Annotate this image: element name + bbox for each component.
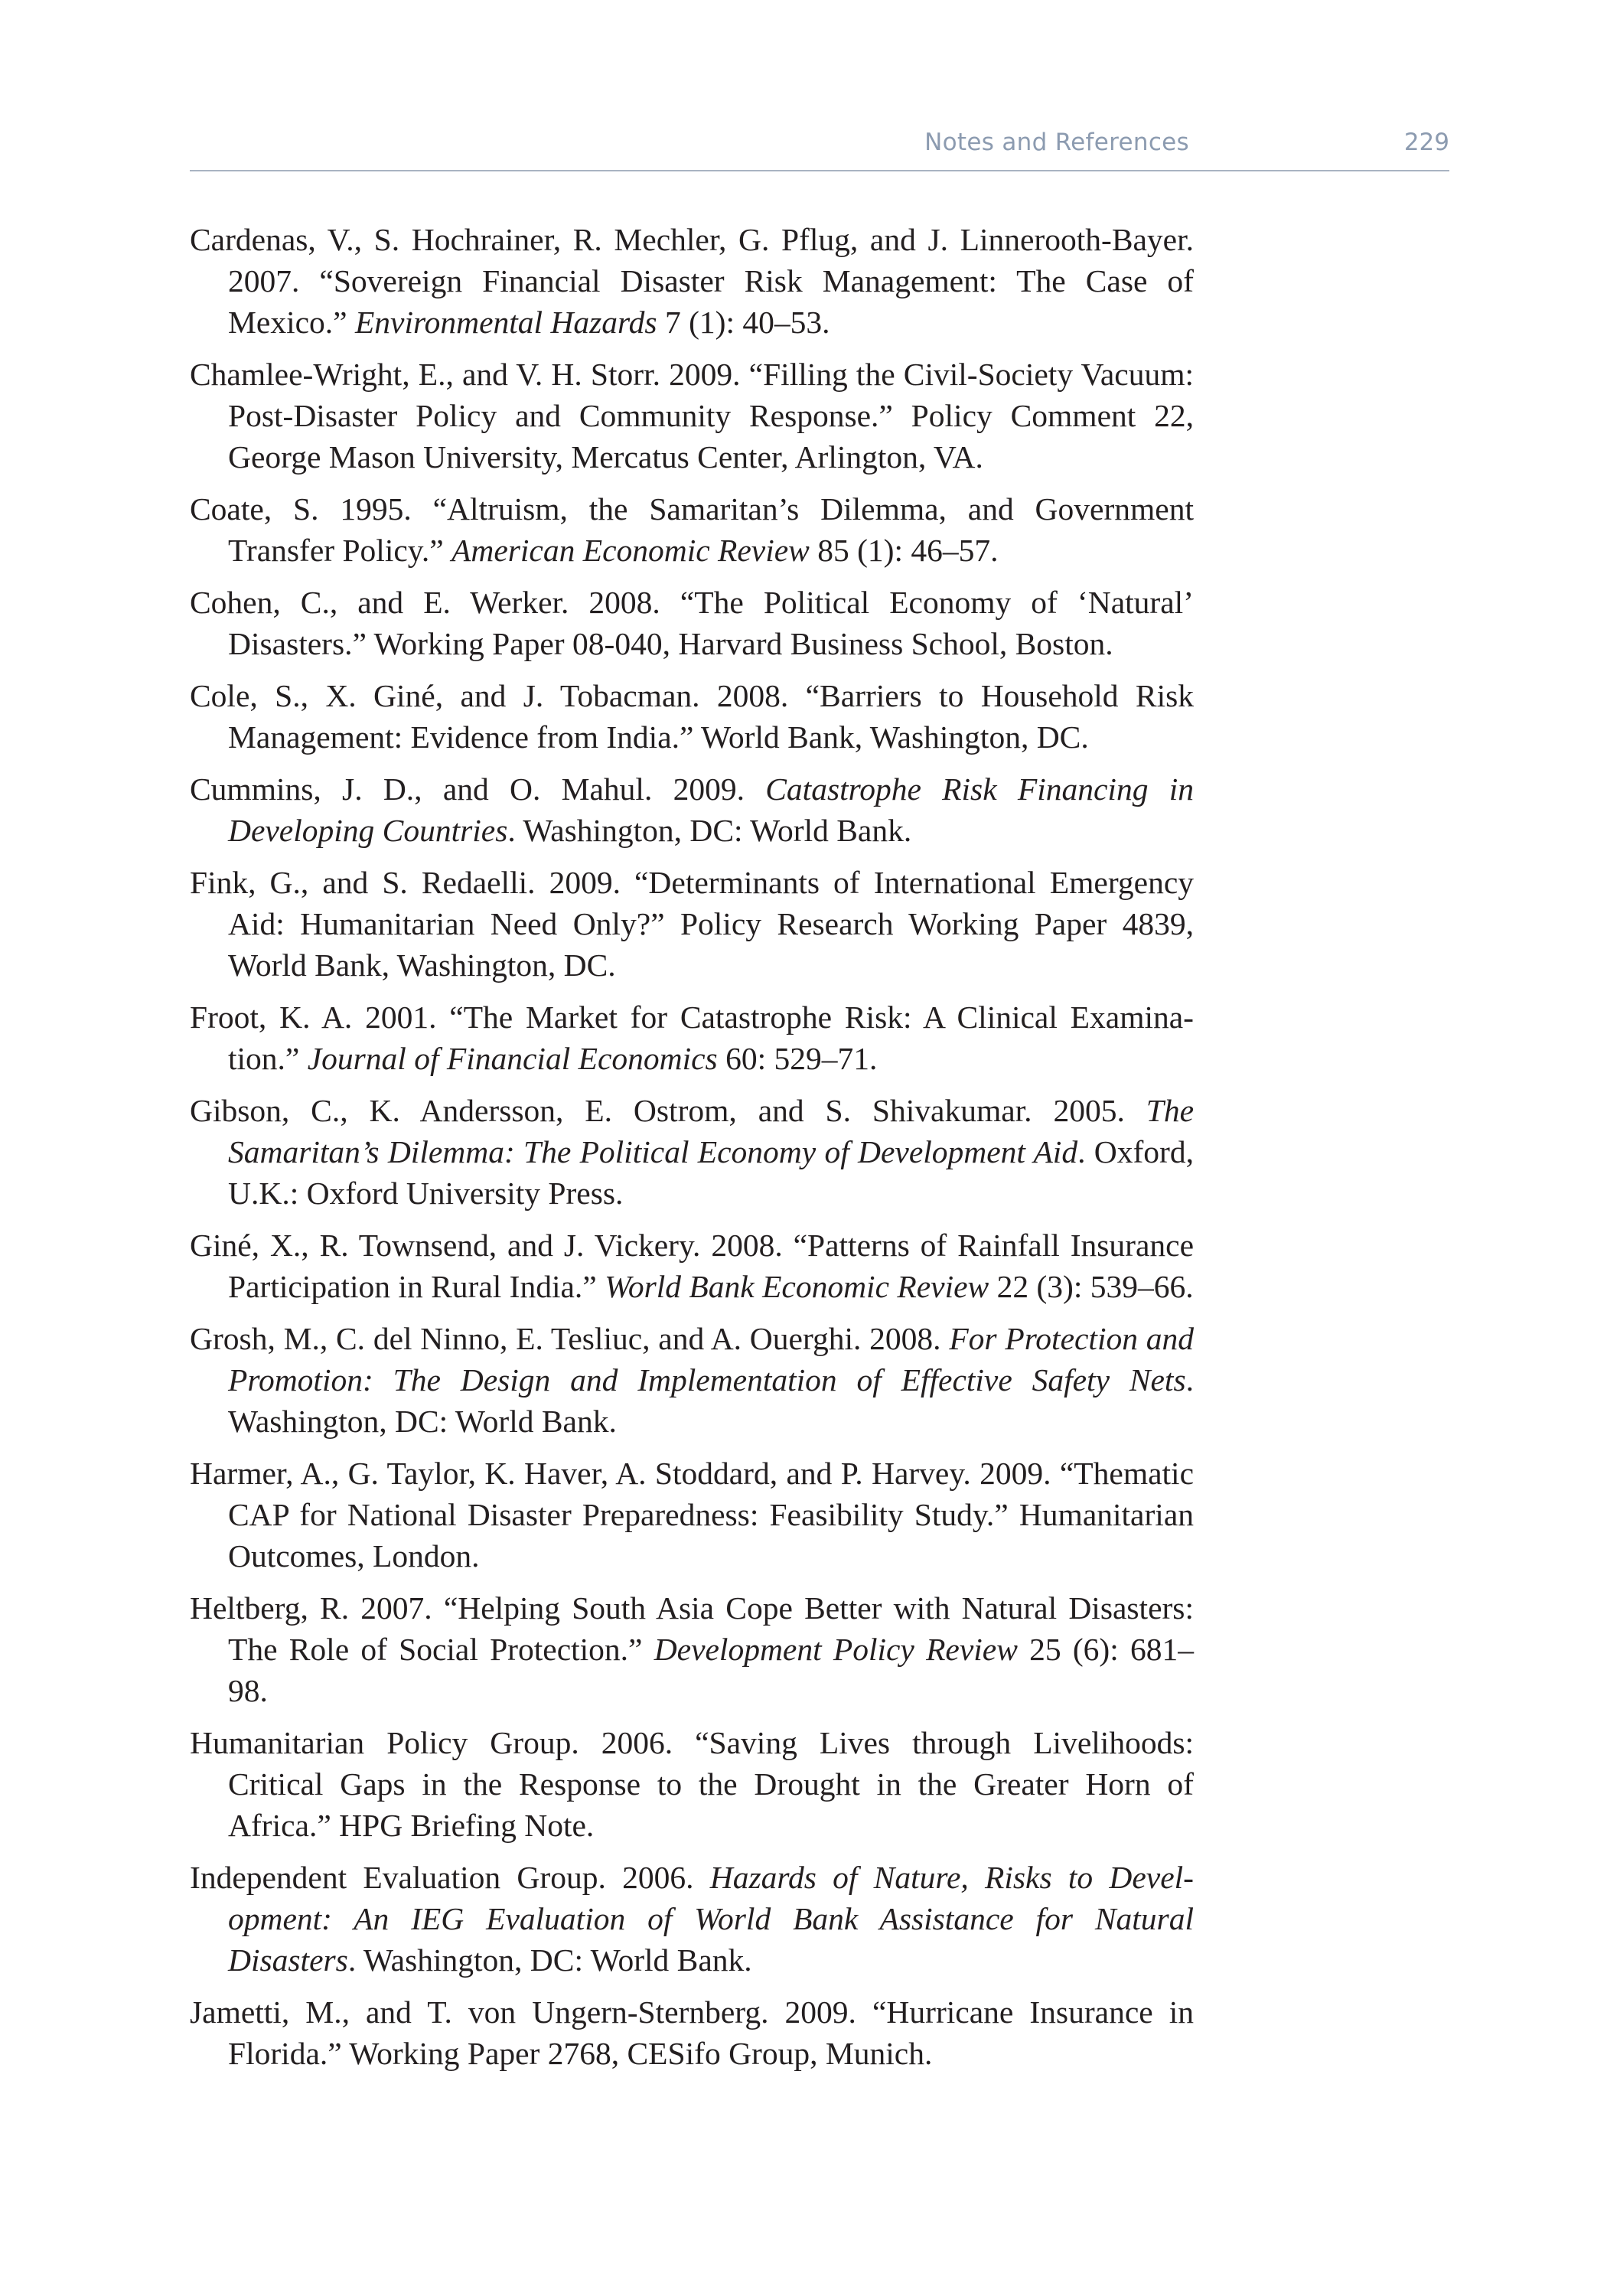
reference-title: Hazards of Nature, Risks to Development: An IEG Evaluation of World Bank Assistance for Natural Disasters	[228, 1860, 1194, 1978]
reference-entry	[190, 675, 1194, 758]
reference-text: Fink, G., and S. Redaelli. 2009. “Determinants of International Emergency Aid: Humanitarian Need Only?” Policy Research Working Paper 4839, World Bank, Washington, DC.	[190, 865, 1194, 983]
reference-source: . Washington, DC: World Bank.	[507, 813, 912, 848]
reference-entry	[190, 219, 1194, 343]
reference-text: Harmer, A., G. Taylor, K. Haver, A. Stoddard, and P. Harvey. 2009. “Thematic CAP for National Disaster Preparedness: Feasibility Study.” Humanitarian Outcomes, London.	[190, 1456, 1194, 1574]
reference-text: Chamlee-Wright, E., and V. H. Storr. 2009. “Filling the Civil-Society Vacuum: Post-Disaster Policy and Community Response.” Policy Comment 22, George Mason University, Mercatus Center, Arlington, VA.	[190, 357, 1194, 475]
reference-entry	[190, 862, 1194, 986]
reference-title: Catastrophe Risk Financing in Developing Countries	[228, 771, 1194, 848]
reference-source: . Oxford, U.K.: Oxford University Press.	[228, 1134, 1194, 1211]
reference-title: The Samaritan’s Dilemma: The Political Economy of Development Aid	[228, 1093, 1194, 1169]
reference-text: Cummins, J. D., and O. Mahul. 2009.	[190, 771, 766, 807]
reference-text: Giné, X., R. Townsend, and J. Vickery. 2008. “Patterns of Rainfall Insurance Participation in Rural India.”	[190, 1228, 1194, 1304]
reference-text: Independent Evaluation Group. 2006.	[190, 1860, 710, 1895]
header-section-title: Notes and References	[924, 129, 1189, 156]
reference-text: Grosh, M., C. del Ninno, E. Tesliuc, and A. Ouerghi. 2008.	[190, 1321, 950, 1356]
reference-title: For Protection and Promotion: The Design and Implementation of Effective Safety Nets	[228, 1321, 1194, 1397]
reference-source: . Washington, DC: World Bank.	[228, 1362, 1194, 1439]
reference-entry	[190, 1453, 1194, 1577]
reference-title: Environmental Hazards	[354, 305, 657, 340]
reference-entry	[190, 582, 1194, 664]
reference-text: Gibson, C., K. Andersson, E. Ostrom, and S. Shivakumar. 2005.	[190, 1093, 1146, 1128]
reference-text: Heltberg, R. 2007. “Helping South Asia Cope Better with Natural Disasters: The Role of Social Protection.”	[190, 1590, 1194, 1667]
reference-title: American Economic Review	[451, 533, 810, 568]
reference-entry	[190, 768, 1194, 851]
reference-title: Development Policy Review	[654, 1632, 1018, 1667]
reference-text: Froot, K. A. 2001. “The Market for Catastrophe Risk: A Clinical Examination.”	[190, 1000, 1194, 1076]
reference-entry	[190, 488, 1194, 571]
page-number: 229	[1403, 129, 1449, 156]
reference-source: . Washington, DC: World Bank.	[347, 1942, 752, 1978]
reference-text: Jametti, M., and T. von Ungern-Sternberg. 2009. “Hurricane Insurance in Florida.” Working Paper 2768, CESifo Group, Munich.	[190, 1994, 1194, 2071]
reference-entry	[190, 1090, 1194, 1214]
reference-source: 85 (1): 46–57.	[809, 533, 999, 568]
reference-entry	[190, 1991, 1194, 2074]
reference-entry	[190, 1722, 1194, 1846]
reference-source: 25 (6): 681–98.	[228, 1632, 1195, 1708]
reference-entry	[190, 1318, 1194, 1442]
reference-source: 7 (1): 40–53.	[657, 305, 830, 340]
reference-title: Journal of Financial Economics	[307, 1041, 718, 1076]
reference-entry	[190, 1857, 1194, 1981]
reference-text: Coate, S. 1995. “Altruism, the Samaritan’s Dilemma, and Government Transfer Policy.”	[190, 491, 1194, 568]
reference-title: World Bank Economic Review	[605, 1269, 989, 1304]
reference-text: Cardenas, V., S. Hochrainer, R. Mechler, G. Pflug, and J. Linnerooth-Bayer. 2007. “Sovereign Financial Disaster Risk Management: The Case of Mexico.”	[190, 222, 1194, 340]
reference-entry	[190, 1225, 1194, 1307]
reference-source: 22 (3): 539–66.	[989, 1269, 1194, 1304]
reference-text: Cohen, C., and E. Werker. 2008. “The Political Economy of ‘Natural’ Disasters.” Working Paper 08-040, Harvard Business School, Boston.	[190, 585, 1194, 661]
reference-source: 60: 529–71.	[717, 1041, 878, 1076]
reference-entry	[190, 354, 1194, 478]
reference-text: Cole, S., X. Giné, and J. Tobacman. 2008. “Barriers to Household Risk Management: Evidence from India.” World Bank, Washington, DC.	[190, 678, 1194, 755]
reference-list	[190, 219, 1194, 2085]
running-header	[190, 121, 1449, 171]
reference-entry	[190, 1587, 1194, 1711]
reference-entry	[190, 996, 1194, 1079]
reference-text: Humanitarian Policy Group. 2006. “Saving Lives through Livelihoods: Critical Gaps in the Response to the Drought in the Greater Horn of Africa.” HPG Briefing Note.	[190, 1725, 1194, 1843]
